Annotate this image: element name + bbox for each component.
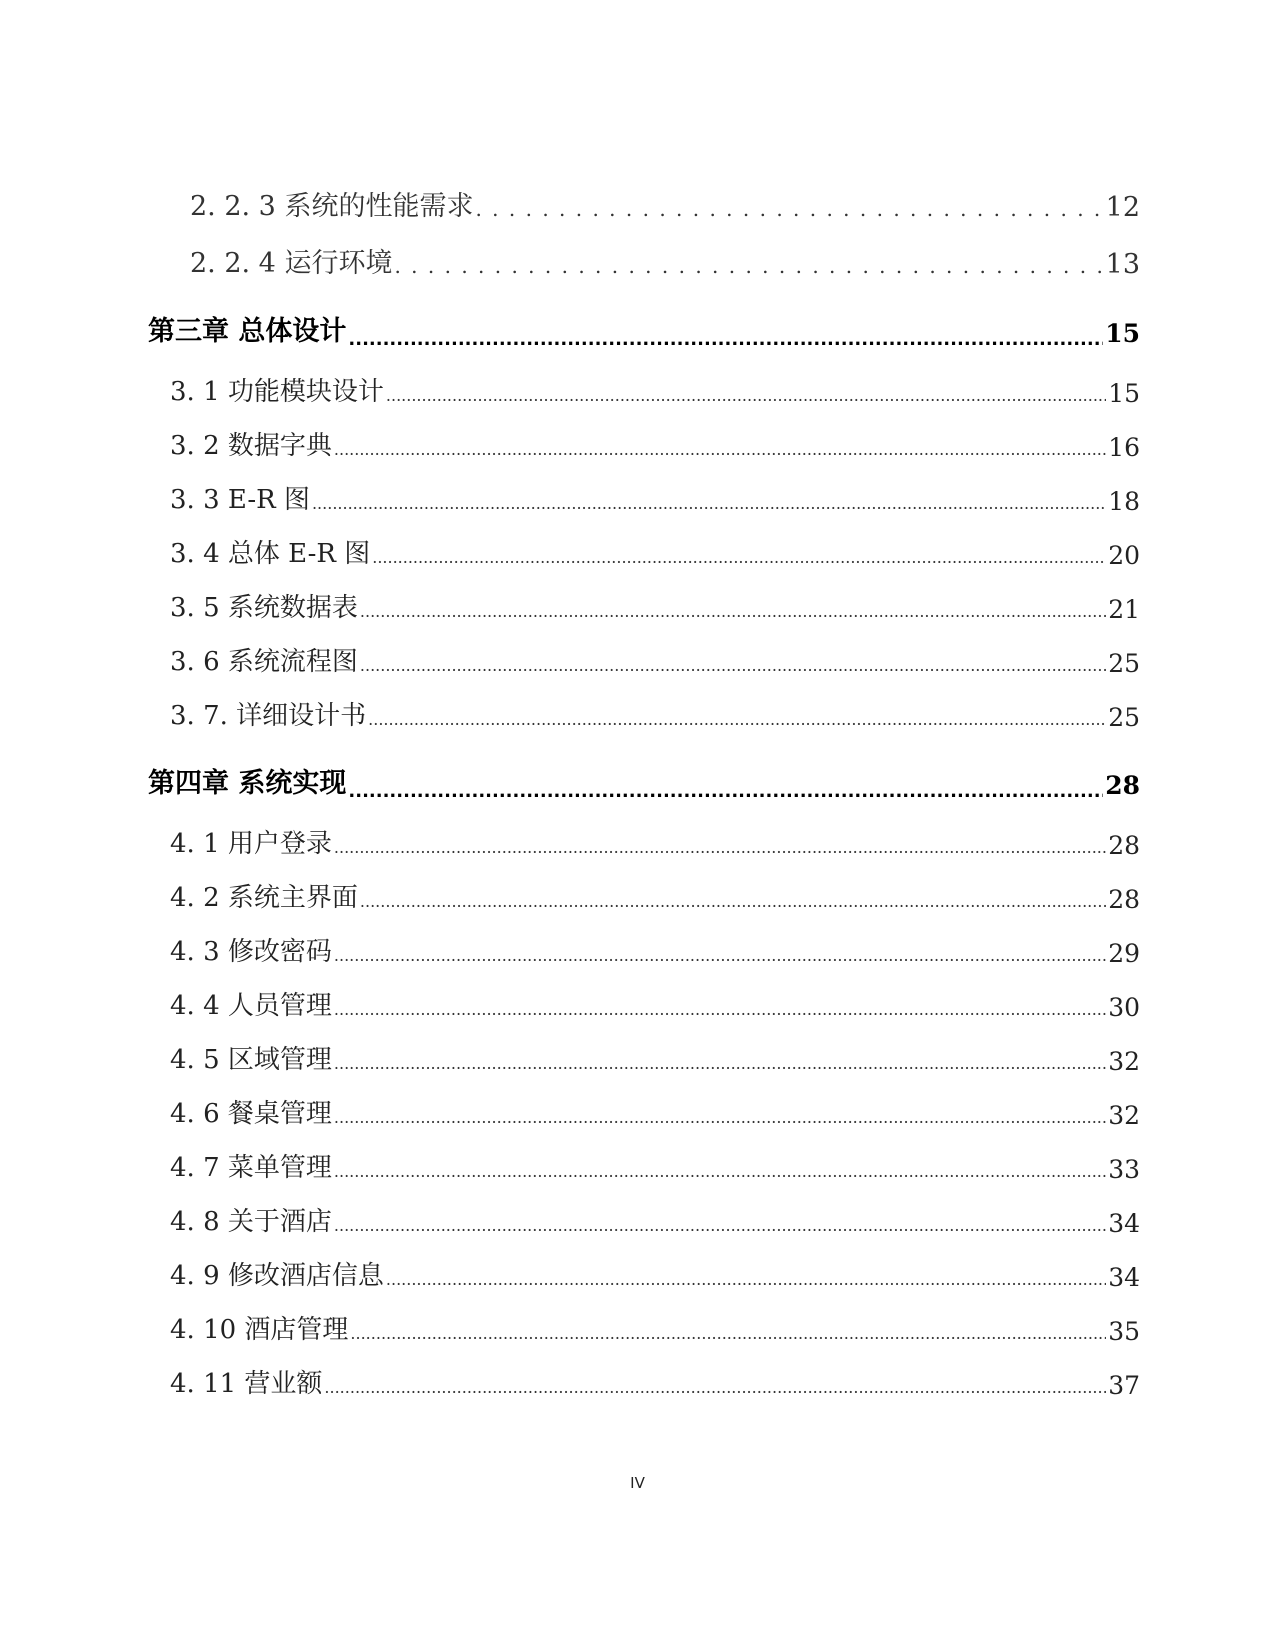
toc-entry-title: 3. 3 E-R 图 xyxy=(170,485,310,515)
toc-entry-page: 25 xyxy=(1108,649,1140,678)
toc-dot-leader xyxy=(312,496,1106,518)
toc-dot-leader xyxy=(475,199,1103,225)
toc-entry[interactable] xyxy=(148,225,1140,282)
toc-chapter[interactable] xyxy=(148,288,1140,356)
toc-entry-title: 3. 1 功能模块设计 xyxy=(170,377,384,407)
toc-entry-page: 25 xyxy=(1108,703,1140,732)
page-number: IV xyxy=(630,1474,645,1492)
toc-dot-leader xyxy=(348,331,1103,356)
toc-entry-title: 2. 2. 4 运行环境 xyxy=(190,248,393,279)
toc-entry[interactable] xyxy=(148,464,1140,518)
toc-entry-title: 4. 10 酒店管理 xyxy=(170,1315,349,1345)
toc-entry-title: 4. 11 营业额 xyxy=(170,1369,323,1399)
toc-entry-page: 21 xyxy=(1108,595,1140,624)
toc-entry-title: 3. 4 总体 E-R 图 xyxy=(170,539,371,569)
toc-entry-page: 37 xyxy=(1108,1371,1140,1400)
toc-entry-title: 4. 5 区域管理 xyxy=(170,1045,332,1075)
toc-entry-page: 20 xyxy=(1108,541,1140,570)
toc-dot-leader xyxy=(334,1110,1106,1132)
toc-entry[interactable] xyxy=(148,1294,1140,1348)
toc-entry[interactable] xyxy=(148,1132,1140,1186)
toc-dot-leader xyxy=(334,442,1106,464)
toc-entry[interactable] xyxy=(148,1240,1140,1294)
toc-chapter-page: 15 xyxy=(1105,319,1140,348)
toc-entry[interactable] xyxy=(148,680,1140,734)
toc-entry-title: 3. 6 系统流程图 xyxy=(170,647,358,677)
toc-entry-title: 2. 2. 3 系统的性能需求 xyxy=(190,191,474,222)
toc-dot-leader xyxy=(348,783,1103,808)
toc-entry-page: 28 xyxy=(1108,885,1140,914)
toc-entry[interactable] xyxy=(148,168,1140,225)
toc-dot-leader xyxy=(360,604,1106,626)
toc-entry[interactable] xyxy=(148,1078,1140,1132)
toc-entry-page: 13 xyxy=(1105,249,1140,280)
toc-entry-page: 15 xyxy=(1108,379,1140,408)
toc-entry[interactable] xyxy=(148,572,1140,626)
toc-entry-title: 4. 6 餐桌管理 xyxy=(170,1099,332,1129)
toc-chapter[interactable] xyxy=(148,740,1140,808)
toc-dot-leader xyxy=(334,840,1106,862)
toc-entry-page: 30 xyxy=(1108,993,1140,1022)
toc-entry-title: 3. 2 数据字典 xyxy=(170,431,332,461)
toc-dot-leader xyxy=(350,1326,1106,1348)
toc-dot-leader xyxy=(360,658,1106,680)
toc-entry-page: 32 xyxy=(1108,1047,1140,1076)
toc-entry-page: 29 xyxy=(1108,939,1140,968)
toc-entry-title: 3. 7. 详细设计书 xyxy=(170,701,367,731)
toc-dot-leader xyxy=(368,712,1106,734)
toc-dot-leader xyxy=(334,948,1106,970)
toc-entry[interactable] xyxy=(148,862,1140,916)
toc-dot-leader xyxy=(334,1164,1106,1186)
toc-entry-page: 16 xyxy=(1108,433,1140,462)
toc-dot-leader xyxy=(394,256,1103,282)
toc-entry[interactable] xyxy=(148,808,1140,862)
toc-entry[interactable] xyxy=(148,356,1140,410)
toc-chapter-page: 28 xyxy=(1105,771,1140,800)
toc-entry[interactable] xyxy=(148,916,1140,970)
toc-entry-title: 4. 3 修改密码 xyxy=(170,937,332,967)
toc-entry-page: 34 xyxy=(1108,1209,1140,1238)
toc-entry-page: 32 xyxy=(1108,1101,1140,1130)
toc-dot-leader xyxy=(386,1272,1106,1294)
toc-entry-title: 4. 4 人员管理 xyxy=(170,991,332,1021)
toc-entry[interactable] xyxy=(148,1348,1140,1402)
toc-entry[interactable] xyxy=(148,1186,1140,1240)
toc-dot-leader xyxy=(360,894,1106,916)
toc-dot-leader xyxy=(334,1002,1106,1024)
toc-entry-page: 34 xyxy=(1108,1263,1140,1292)
toc-dot-leader xyxy=(334,1218,1106,1240)
toc-entry-page: 18 xyxy=(1108,487,1140,516)
toc-entry-title: 4. 2 系统主界面 xyxy=(170,883,358,913)
toc-entry-page: 12 xyxy=(1105,192,1140,223)
table-of-contents xyxy=(148,168,1140,1402)
toc-entry-title: 4. 7 菜单管理 xyxy=(170,1153,332,1183)
toc-entry-page: 35 xyxy=(1108,1317,1140,1346)
toc-dot-leader xyxy=(372,550,1106,572)
toc-entry[interactable] xyxy=(148,970,1140,1024)
toc-dot-leader xyxy=(386,388,1106,410)
toc-dot-leader xyxy=(334,1056,1106,1078)
toc-entry[interactable] xyxy=(148,1024,1140,1078)
toc-entry-page: 33 xyxy=(1108,1155,1140,1184)
toc-chapter-title: 第四章 系统实现 xyxy=(148,768,347,799)
toc-entry-page: 28 xyxy=(1108,831,1140,860)
toc-entry-title: 4. 8 关于酒店 xyxy=(170,1207,332,1237)
toc-entry[interactable] xyxy=(148,626,1140,680)
toc-entry[interactable] xyxy=(148,518,1140,572)
toc-entry[interactable] xyxy=(148,410,1140,464)
toc-entry-title: 3. 5 系统数据表 xyxy=(170,593,358,623)
toc-dot-leader xyxy=(324,1380,1106,1402)
toc-entry-title: 4. 1 用户登录 xyxy=(170,829,332,859)
toc-entry-title: 4. 9 修改酒店信息 xyxy=(170,1261,384,1291)
toc-chapter-title: 第三章 总体设计 xyxy=(148,316,347,347)
